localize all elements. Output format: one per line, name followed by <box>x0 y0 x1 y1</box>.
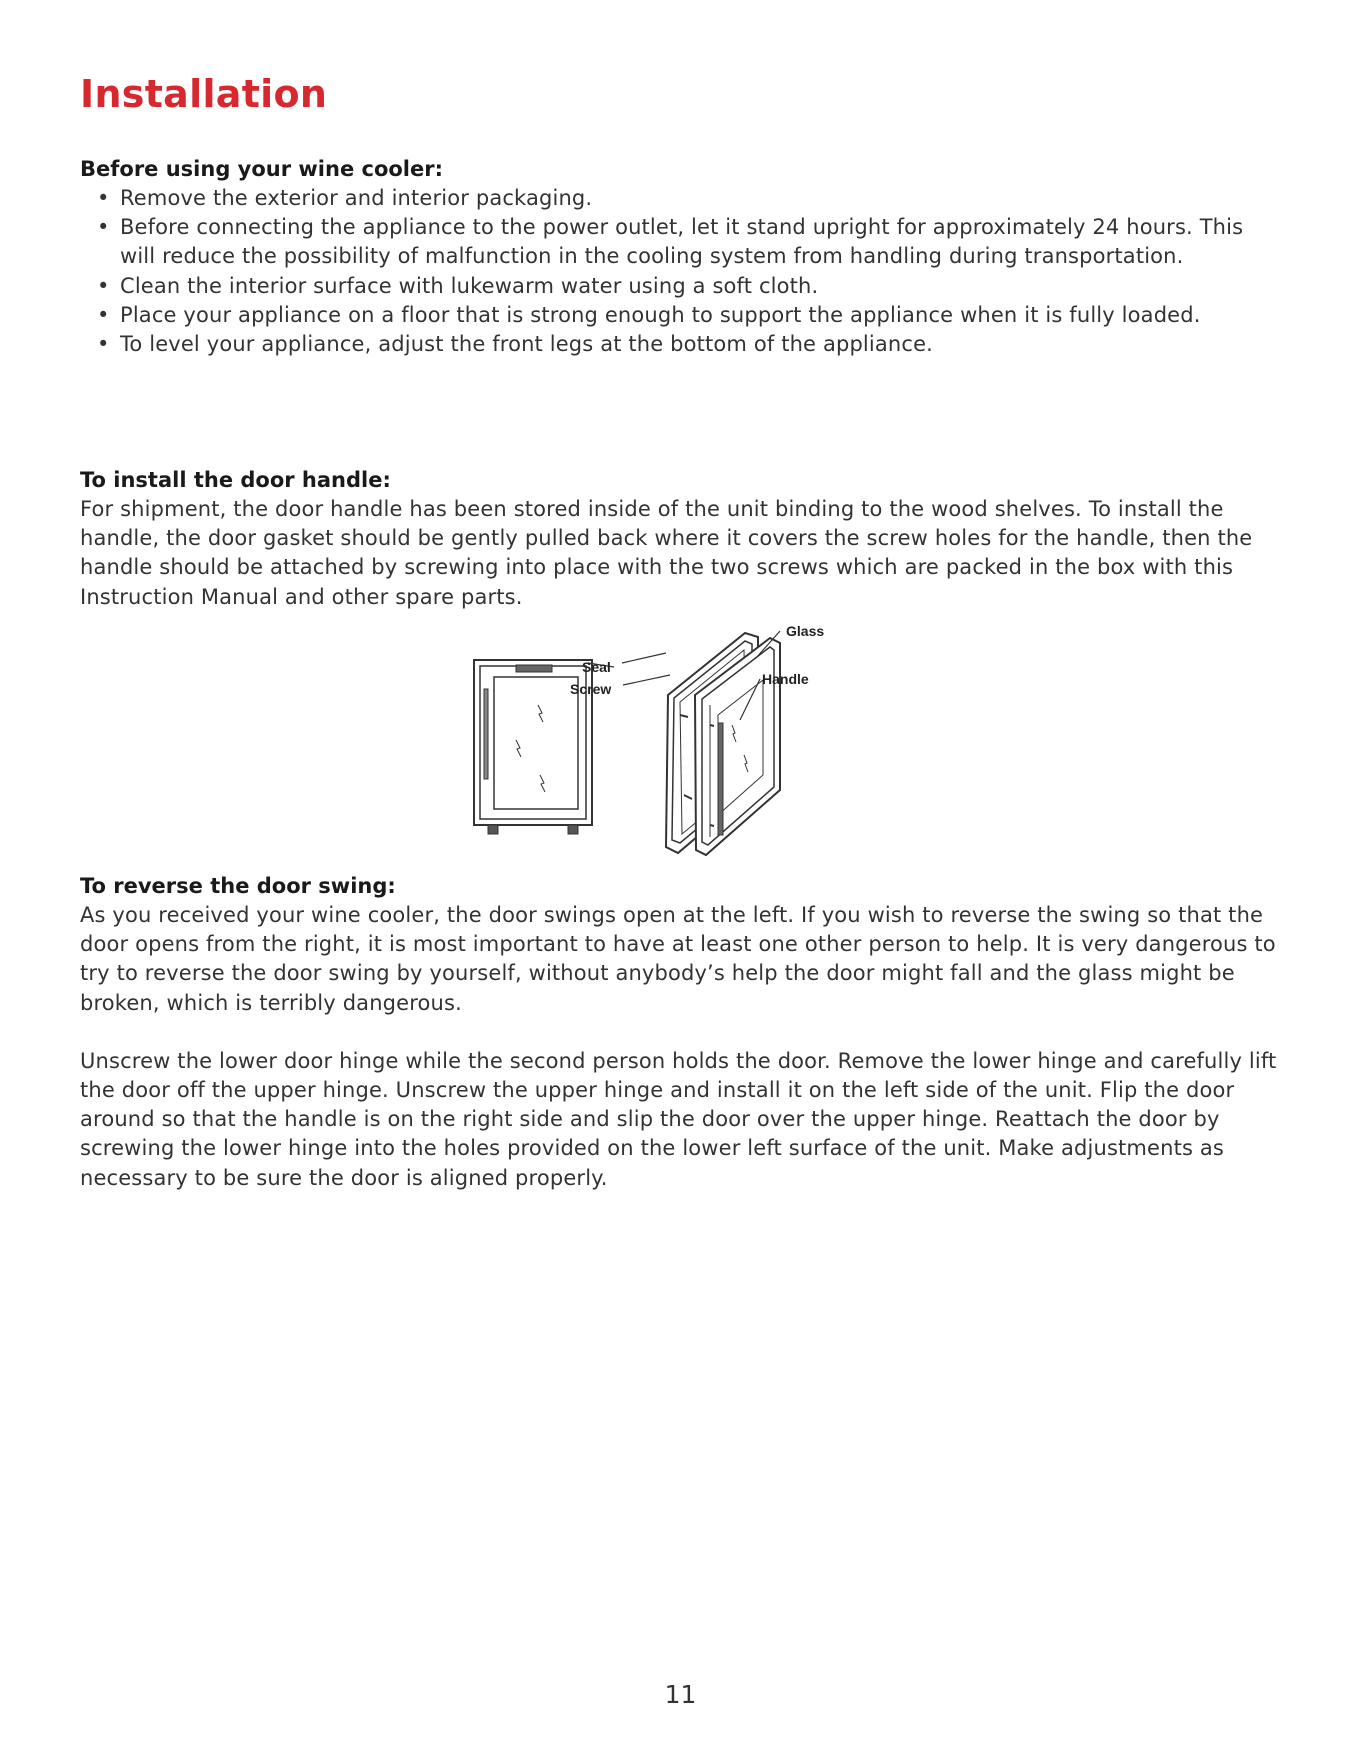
list-item: • Clean the interior surface with lukewarm water using a soft cloth. <box>80 272 1280 301</box>
seal-pointer <box>622 653 666 663</box>
glass-label: Glass <box>786 625 825 639</box>
screw-pointer <box>623 675 670 685</box>
page-title: Installation <box>80 72 328 116</box>
list-item: • Place your appliance on a floor that is strong enough to support the appliance when it is fully loaded. <box>80 301 1280 330</box>
diagram-svg <box>460 625 880 860</box>
reverse-swing-paragraph-2: Unscrew the lower door hinge while the second person holds the door. Remove the lower hinge and carefully lift the door off the upper hinge. Unscrew the upper hinge and install it on the left side of the unit. Flip the door around so that the handle is on the right side and slip the door over the upper hinge. Reattach the door by screwing the lower hinge into the holes provided on the lower left surface of the unit. Make adjustments as necessary to be sure the door is aligned properly. <box>80 1048 1277 1190</box>
before-using-section <box>80 155 1280 359</box>
screw-label: Screw <box>570 681 612 697</box>
list-item: • Before connecting the appliance to the power outlet, let it stand upright for approximately 24 hours. This will reduce the possibility of malfunction in the cooling system from handling during transportation. <box>80 213 1280 271</box>
list-item: • Remove the exterior and interior packaging. <box>80 184 1280 213</box>
door-handle-section <box>80 466 1280 612</box>
page-number: 11 <box>664 1680 697 1709</box>
reverse-swing-heading: To reverse the door swing: <box>80 874 396 898</box>
handle-label: Handle <box>762 671 809 687</box>
door-handle-text: For shipment, the door handle has been stored inside of the unit binding to the wood shelves. To install the handle, the door gasket should be gently pulled back where it covers the screw holes for the handle, then the handle should be attached by screwing into place with the two screws which are packed in the box with this Instruction Manual and other spare parts. <box>80 497 1253 609</box>
door-handle-heading: To install the door handle: <box>80 468 391 492</box>
reverse-swing-paragraph-1: As you received your wine cooler, the door swings open at the left. If you wish to reverse the swing so that the door opens from the right, it is most important to have at least one other person to help. It is very dangerous to try to reverse the door swing by yourself, without anybody’s help the door might fall and the glass might be broken, which is terribly dangerous. <box>80 903 1276 1015</box>
before-using-list <box>80 184 1280 359</box>
before-using-heading: Before using your wine cooler: <box>80 157 443 181</box>
reverse-swing-section <box>80 872 1280 1193</box>
seal-label: Seal <box>582 659 611 675</box>
door-handle-diagram <box>460 625 880 860</box>
list-item: • To level your appliance, adjust the front legs at the bottom of the appliance. <box>80 330 1280 359</box>
